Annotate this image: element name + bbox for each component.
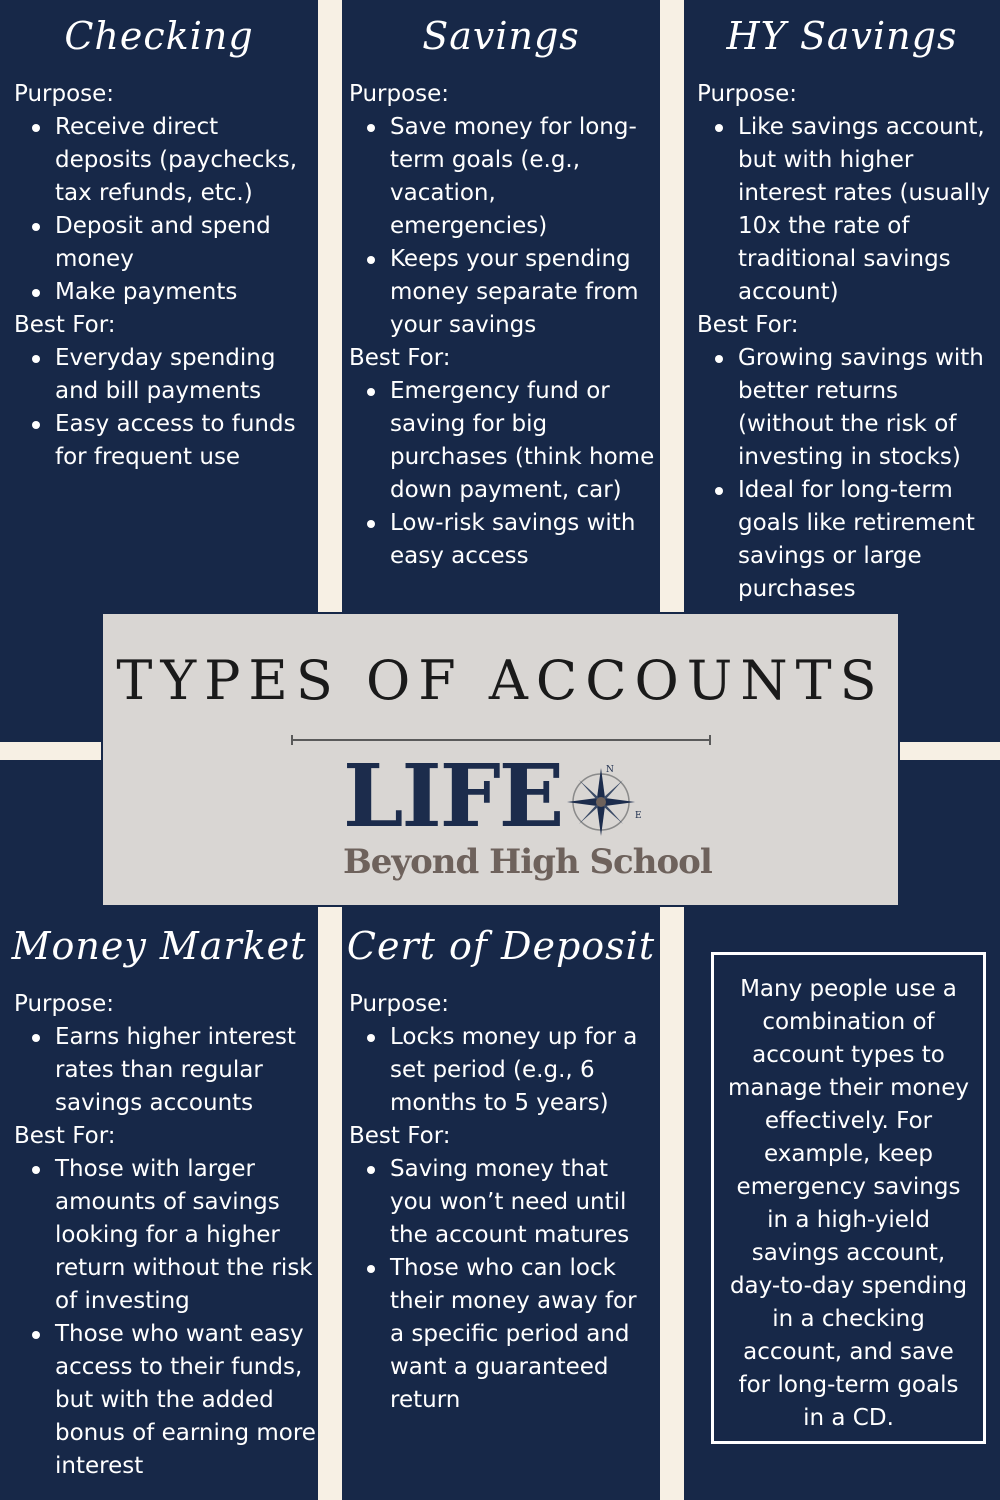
hy-savings-best-label: Best For: bbox=[697, 312, 799, 338]
checking-purpose-list bbox=[14, 111, 314, 309]
list-item: Those with larger amounts of savings looking for a higher return without the risk of investing bbox=[14, 1153, 316, 1318]
checking-best-label: Best For: bbox=[14, 312, 116, 338]
hy-savings-content bbox=[697, 78, 995, 606]
cert-of-deposit-content bbox=[349, 988, 651, 1417]
cert-purpose-list bbox=[349, 1021, 651, 1120]
checking-purpose-label: Purpose: bbox=[14, 81, 115, 107]
list-item: Locks money up for a set period (e.g., 6 months to 5 years) bbox=[349, 1021, 651, 1120]
list-item: Everyday spending and bill payments bbox=[14, 342, 314, 408]
list-item: Make payments bbox=[14, 276, 314, 309]
hy-savings-purpose-list bbox=[697, 111, 995, 309]
list-item: Earns higher interest rates than regular savings accounts bbox=[14, 1021, 316, 1120]
hy-savings-best-list bbox=[697, 342, 995, 606]
checking-title: Checking bbox=[64, 14, 254, 58]
savings-purpose-label: Purpose: bbox=[349, 81, 450, 107]
list-item: Emergency fund or saving for big purchases (think home down payment, car) bbox=[349, 375, 657, 507]
title-divider bbox=[291, 739, 711, 741]
list-item: Keeps your spending money separate from your savings bbox=[349, 243, 657, 342]
hy-savings-title: HY Savings bbox=[726, 14, 958, 58]
hy-savings-purpose-label: Purpose: bbox=[697, 81, 798, 107]
logo-sub-text: Beyond High School bbox=[343, 842, 712, 882]
cert-purpose-label: Purpose: bbox=[349, 991, 450, 1017]
cert-of-deposit-title: Cert of Deposit bbox=[346, 924, 656, 968]
page-title: TYPES OF ACCOUNTS bbox=[116, 649, 885, 712]
money-market-best-list bbox=[14, 1153, 316, 1483]
list-item: Those who want easy access to their funds, but with the added bonus of earning more interest bbox=[14, 1318, 316, 1483]
savings-title: Savings bbox=[422, 14, 580, 58]
compass-icon bbox=[565, 760, 645, 840]
list-item: Save money for long-term goals (e.g., vacation, emergencies) bbox=[349, 111, 657, 243]
money-market-content bbox=[14, 988, 316, 1483]
compass-n-label: N bbox=[606, 765, 614, 775]
logo-main-text: LIFE bbox=[343, 746, 563, 847]
list-item: Deposit and spend money bbox=[14, 210, 314, 276]
compass-e-label: E bbox=[635, 811, 642, 821]
money-market-title: Money Market bbox=[11, 924, 307, 968]
list-item: Those who can lock their money away for a specific period and want a guaranteed return bbox=[349, 1252, 651, 1417]
list-item: Growing savings with better returns (without the risk of investing in stocks) bbox=[697, 342, 995, 474]
money-market-purpose-label: Purpose: bbox=[14, 991, 115, 1017]
note-box: Many people use a combination of account types to manage their money effectively. For example, keep emergency savings in a high-yield savings account, day-to-day spending in a checking account, and save for long-term goals in a CD. bbox=[711, 952, 986, 1444]
cert-best-label: Best For: bbox=[349, 1123, 451, 1149]
savings-purpose-list bbox=[349, 111, 657, 342]
list-item: Like savings account, but with higher interest rates (usually 10x the rate of traditional savings account) bbox=[697, 111, 995, 309]
checking-content bbox=[14, 78, 314, 474]
list-item: Ideal for long-term goals like retirement savings or large purchases bbox=[697, 474, 995, 606]
money-market-best-label: Best For: bbox=[14, 1123, 116, 1149]
list-item: Low-risk savings with easy access bbox=[349, 507, 657, 573]
list-item: Receive direct deposits (paychecks, tax refunds, etc.) bbox=[14, 111, 314, 210]
list-item: Saving money that you won’t need until the account matures bbox=[349, 1153, 651, 1252]
title-card bbox=[101, 612, 900, 907]
money-market-purpose-list bbox=[14, 1021, 316, 1120]
savings-content bbox=[349, 78, 657, 573]
cert-best-list bbox=[349, 1153, 651, 1417]
savings-best-list bbox=[349, 375, 657, 573]
checking-best-list bbox=[14, 342, 314, 474]
savings-best-label: Best For: bbox=[349, 345, 451, 371]
list-item: Easy access to funds for frequent use bbox=[14, 408, 314, 474]
